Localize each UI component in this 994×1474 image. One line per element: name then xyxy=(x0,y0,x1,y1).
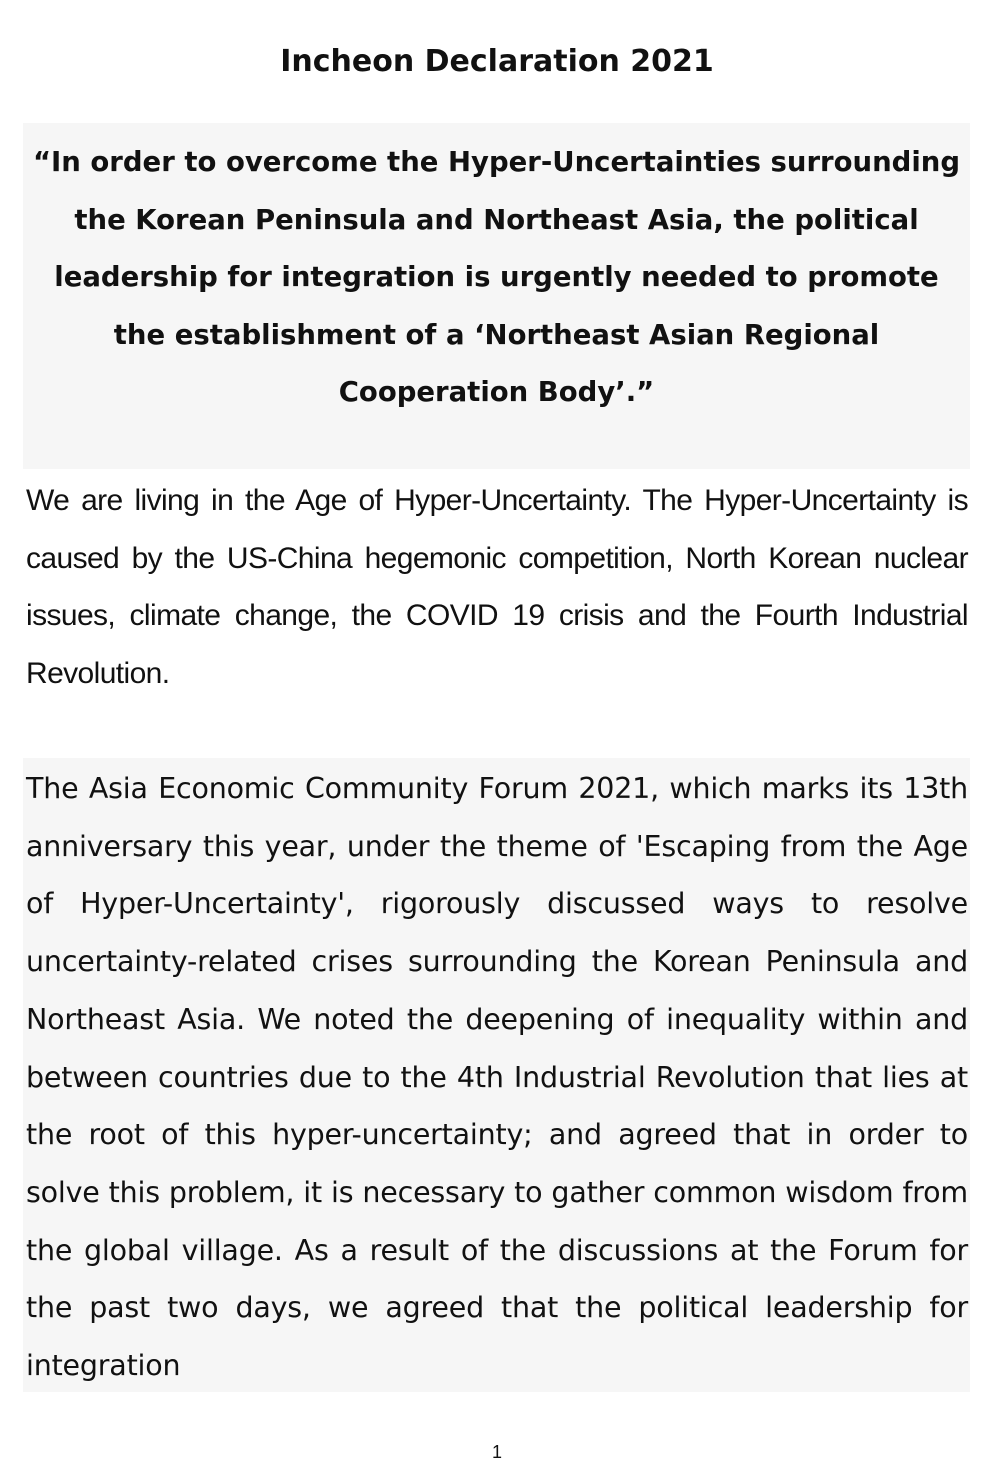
body-paragraph-1: We are living in the Age of Hyper-Uncertainty. The Hyper-Uncertainty is caused by the US-China hegemonic competition, North Korean nuclear issues, climate change, the COVID 19 crisis and the Fourth Industrial Revolution. xyxy=(26,484,968,690)
page-title: Incheon Declaration 2021 xyxy=(280,44,714,79)
quote-text: “In order to overcome the Hyper-Uncertainties surrounding the Korean Peninsula and Northeast Asia, the political leadership for integration is urgently needed to promote the establishment of a ‘Northeast Asian Regional Cooperation Body’.” xyxy=(32,146,961,408)
body-paragraph-2: The Asia Economic Community Forum 2021, which marks its 13th anniversary this year, under the theme of 'Escaping from the Age of Hyper-Uncertainty', rigorously discussed ways to resolve uncertainty-related crises surrounding the Korean Peninsula and Northeast Asia. We noted the deepening of inequality within and between countries due to the 4th Industrial Revolution that lies at the root of this hyper-uncertainty; and agreed that in order to solve this problem, it is necessary to gather common wisdom from the global village. As a result of the discussions at the Forum for the past two days, we agreed that the political leadership for integration xyxy=(26,772,968,1383)
highlighted-quote-box xyxy=(23,123,970,469)
page-number: 1 xyxy=(491,1442,502,1462)
